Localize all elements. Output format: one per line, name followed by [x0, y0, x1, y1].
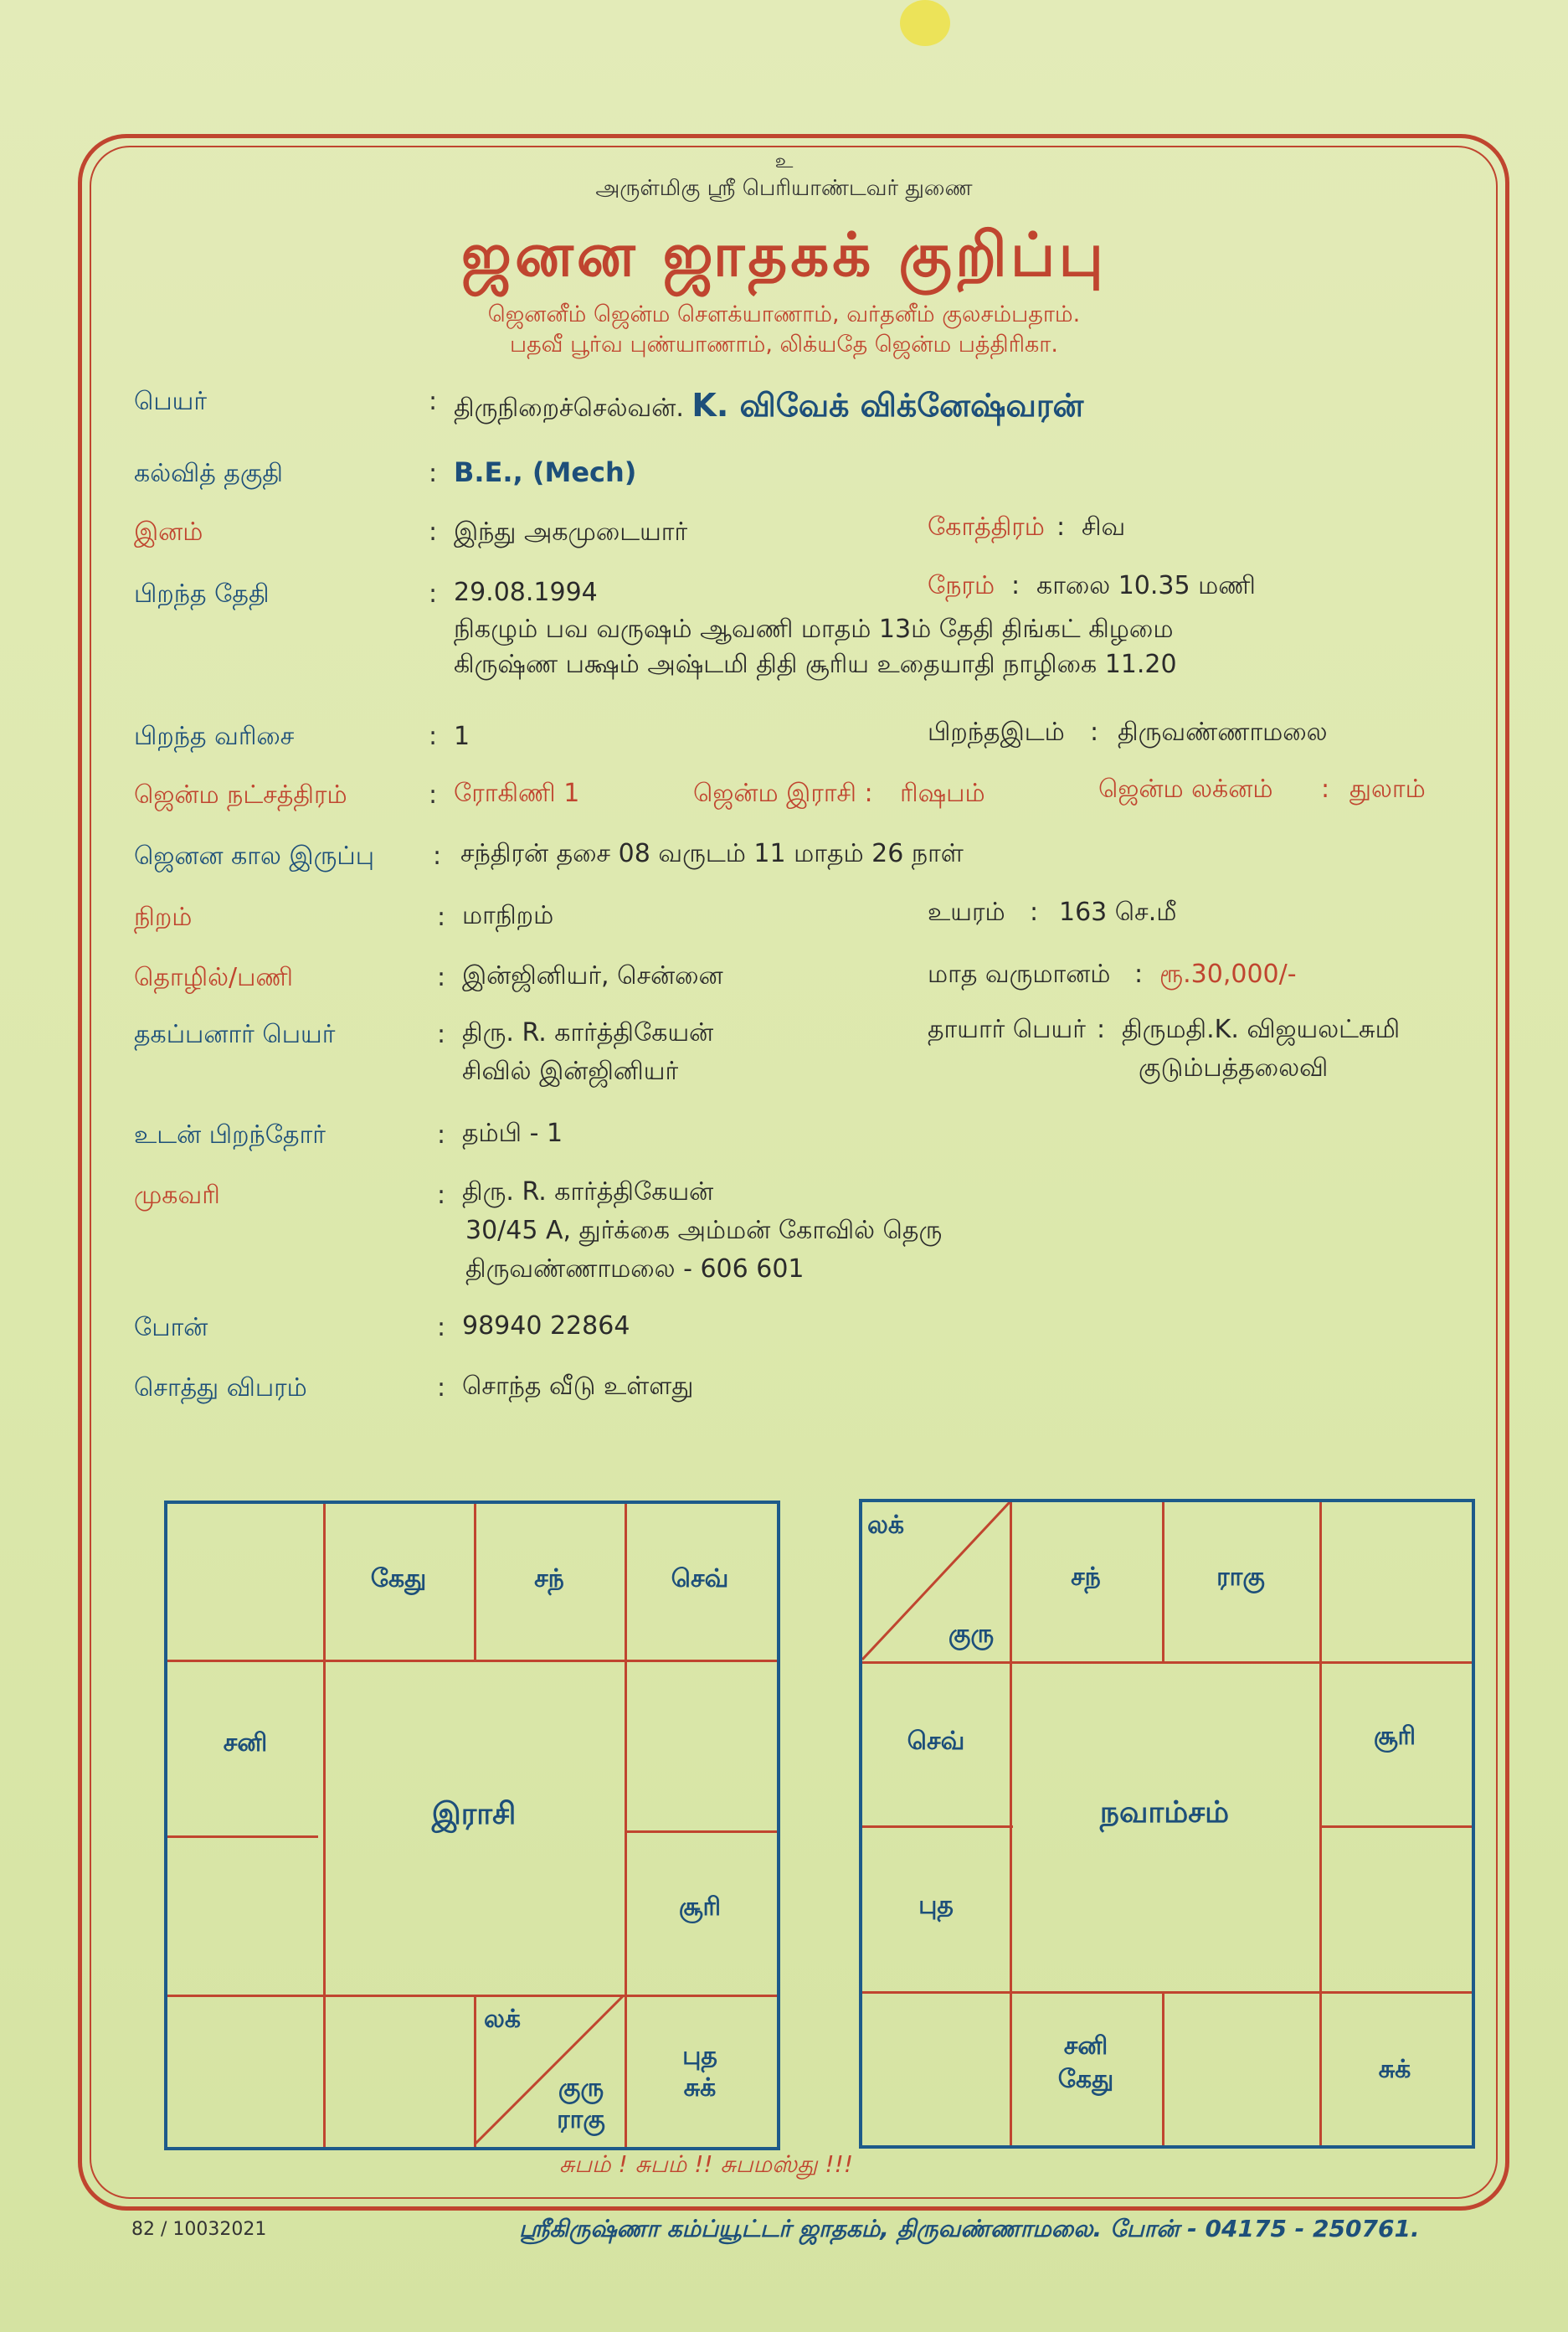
phone-label: போன் [134, 1313, 208, 1342]
rasi-label: ஜென்ம இராசி : [693, 779, 873, 808]
colon: : [429, 579, 438, 609]
complexion-label: நிறம் [134, 903, 193, 932]
address-line-1: திரு. R. கார்த்திகேயன் [462, 1177, 714, 1207]
colon: : [1011, 571, 1020, 600]
grid-line [1319, 1502, 1322, 2145]
colon: : [437, 1181, 446, 1210]
dasa-label: ஜெனன கால இருப்பு [134, 842, 375, 871]
education-value: B.E., (Mech) [454, 456, 637, 488]
address-label: முகவரி [134, 1181, 220, 1210]
name-main: K. விவேக் விக்னேஷ்வரன் [691, 387, 1084, 424]
colon: : [1056, 512, 1066, 542]
blessing-line: அருள்மிகு ஸ்ரீ பெரியாண்டவர் துணை [595, 176, 973, 201]
colon: : [1030, 898, 1039, 927]
birth-place-value: திருவண்ணாமலை [1118, 718, 1328, 747]
name-value [454, 387, 1083, 429]
colon: : [437, 1020, 446, 1049]
rasi-chart-title: இராசி [431, 1797, 517, 1831]
colon: : [437, 903, 446, 932]
navamsam-chart [859, 1499, 1475, 2149]
gothram-label: கோத்திரம் [928, 512, 1045, 542]
navamsam-chart-title: நவாம்சம் [1099, 1795, 1230, 1830]
rasi-chart [164, 1501, 780, 2150]
planet-chandran: சந் [534, 1564, 564, 1593]
colon: : [437, 1313, 446, 1342]
education-label: கல்வித் தகுதி [134, 459, 283, 488]
community-label: இனம் [134, 517, 203, 547]
father-value-2: சிவில் இன்ஜினியர் [462, 1057, 679, 1086]
dob-label: பிறந்த தேதி [134, 579, 270, 609]
job-label: தொழில்/பணி [134, 963, 294, 992]
planet-sukran: சுக் [683, 2073, 717, 2103]
property-label: சொத்து விபரம் [134, 1373, 307, 1403]
colon: : [1090, 718, 1099, 747]
dob-detail-2: கிருஷ்ண பக்ஷம் அஷ்டமி திதி சூரிய உதையாதி நாழிகை 11.20 [454, 650, 1177, 679]
phone-value: 98940 22864 [462, 1311, 630, 1341]
time-label: நேரம் [928, 571, 995, 600]
planet-ketu: கேது [370, 1564, 427, 1593]
income-value: ரூ.30,000/- [1159, 960, 1297, 989]
mother-label: தாயார் பெயர் [928, 1015, 1086, 1044]
grid-line [167, 1835, 318, 1838]
birth-order-value: 1 [454, 722, 470, 751]
colon: : [429, 780, 438, 810]
sloka-line-2: பதவீ பூர்வ புண்யாணாம், லிக்யதே ஜென்ம பத்திரிகா. [509, 332, 1058, 358]
job-value: இன்ஜினியர், சென்னை [462, 961, 723, 991]
birth-place-label: பிறந்தஇடம் [928, 718, 1065, 747]
footer-code: 82 / 10032021 [131, 2219, 267, 2240]
grid-line [862, 1661, 1472, 1664]
dob-detail-1: நிகழும் பவ வருஷம் ஆவணி மாதம் 13ம் தேதி திங்கட் கிழமை [454, 615, 1174, 644]
planet-guru: குரு [948, 1619, 995, 1649]
planet-suriyan: சூரி [1373, 1722, 1416, 1751]
planet-budhan: புத [918, 1891, 954, 1920]
colon: : [429, 722, 438, 751]
address-line-2: 30/45 A, துர்க்கை அம்மன் கோவில் தெரு [465, 1216, 943, 1245]
footer-shop: ஸ்ரீகிருஷ்ணா கம்ப்யூட்டர் ஜாதகம், திருவண்ணாமலை. போன் - 04175 - 250761. [519, 2215, 1420, 2242]
grid-line [167, 1660, 777, 1662]
height-label: உயரம் [928, 898, 1005, 927]
planet-budhan: புத [682, 2041, 717, 2071]
colon: : [437, 1373, 446, 1403]
planet-raku: ராகு [557, 2105, 605, 2134]
planet-sani: சனி [1063, 2031, 1108, 2061]
mother-value-1: திருமதி.K. விஜயலட்சுமி [1122, 1015, 1401, 1044]
name-prefix: திருநிறைச்செல்வன். [454, 394, 684, 423]
gothram-value: சிவ [1082, 512, 1126, 542]
siblings-label: உடன் பிறந்தோர் [134, 1120, 326, 1150]
pillaiyar-suzhi: உ [774, 149, 794, 172]
planet-sevvai: செவ் [907, 1727, 965, 1756]
planet-lagnam: லக் [867, 1511, 905, 1540]
page-title: ஜனன ஜாதகக் குறிப்பு [460, 219, 1108, 290]
planet-suriyan: சூரி [678, 1892, 722, 1922]
grid-line [862, 1991, 1472, 1994]
lagnam-label: ஜென்ம லக்னம் [1098, 775, 1273, 804]
height-value: 163 செ.மீ [1059, 898, 1177, 927]
planet-sevvai: செவ் [671, 1564, 729, 1593]
address-line-3: திருவண்ணாமலை - 606 601 [465, 1254, 805, 1284]
birth-order-label: பிறந்த வரிசை [134, 722, 295, 751]
planet-raku: ராகு [1216, 1562, 1265, 1592]
grid-line [626, 1830, 777, 1833]
mother-value-2: குடும்பத்தலைவி [1139, 1053, 1329, 1083]
colon: : [429, 387, 438, 416]
lagnam-value: துலாம் [1350, 775, 1426, 804]
planet-guru: குரு [558, 2073, 604, 2103]
sloka-line-1: ஜெனனீம் ஜென்ம செளக்யாணாம், வர்தனீம் குலசம்பதாம். [487, 301, 1081, 327]
planet-sani: சனி [223, 1728, 268, 1758]
father-value-1: திரு. R. கார்த்திகேயன் [462, 1018, 714, 1048]
planet-ketu: கேது [1057, 2065, 1114, 2094]
grid-line [862, 1825, 1013, 1828]
property-value: சொந்த வீடு உள்ளது [462, 1372, 694, 1401]
complexion-value: மாநிறம் [462, 901, 554, 930]
stain-mark [900, 0, 950, 46]
income-label: மாத வருமானம் [928, 960, 1111, 989]
footer-blessing: சுபம் ! சுபம் !! சுபமஸ்து !!! [559, 2150, 854, 2178]
dob-value: 29.08.1994 [454, 578, 598, 607]
grid-line [1162, 1991, 1164, 2145]
colon: : [1321, 775, 1330, 804]
planet-lagnam: லக் [483, 2005, 522, 2034]
colon: : [1134, 960, 1144, 989]
name-label: பெயர் [134, 387, 208, 416]
colon: : [437, 1120, 446, 1150]
colon: : [1097, 1015, 1106, 1044]
star-label: ஜென்ம நட்சத்திரம் [134, 780, 347, 810]
dasa-value: சந்திரன் தசை 08 வருடம் 11 மாதம் 26 நாள் [460, 839, 964, 868]
siblings-value: தம்பி - 1 [462, 1119, 563, 1148]
time-value: காலை 10.35 மணி [1036, 571, 1256, 600]
community-value: இந்து அகமுடையார் [454, 517, 688, 547]
father-label: தகப்பனார் பெயர் [134, 1020, 336, 1049]
star-value: ரோகிணி 1 [454, 779, 580, 808]
colon: : [429, 459, 438, 488]
planet-chandran: சந் [1071, 1562, 1101, 1592]
rasi-value: ரிஷபம் [900, 779, 985, 808]
planet-sukran: சுக் [1378, 2055, 1411, 2084]
colon: : [433, 842, 442, 871]
grid-line [1321, 1825, 1472, 1828]
grid-line [167, 1995, 777, 1997]
colon: : [429, 517, 438, 547]
colon: : [437, 963, 446, 992]
